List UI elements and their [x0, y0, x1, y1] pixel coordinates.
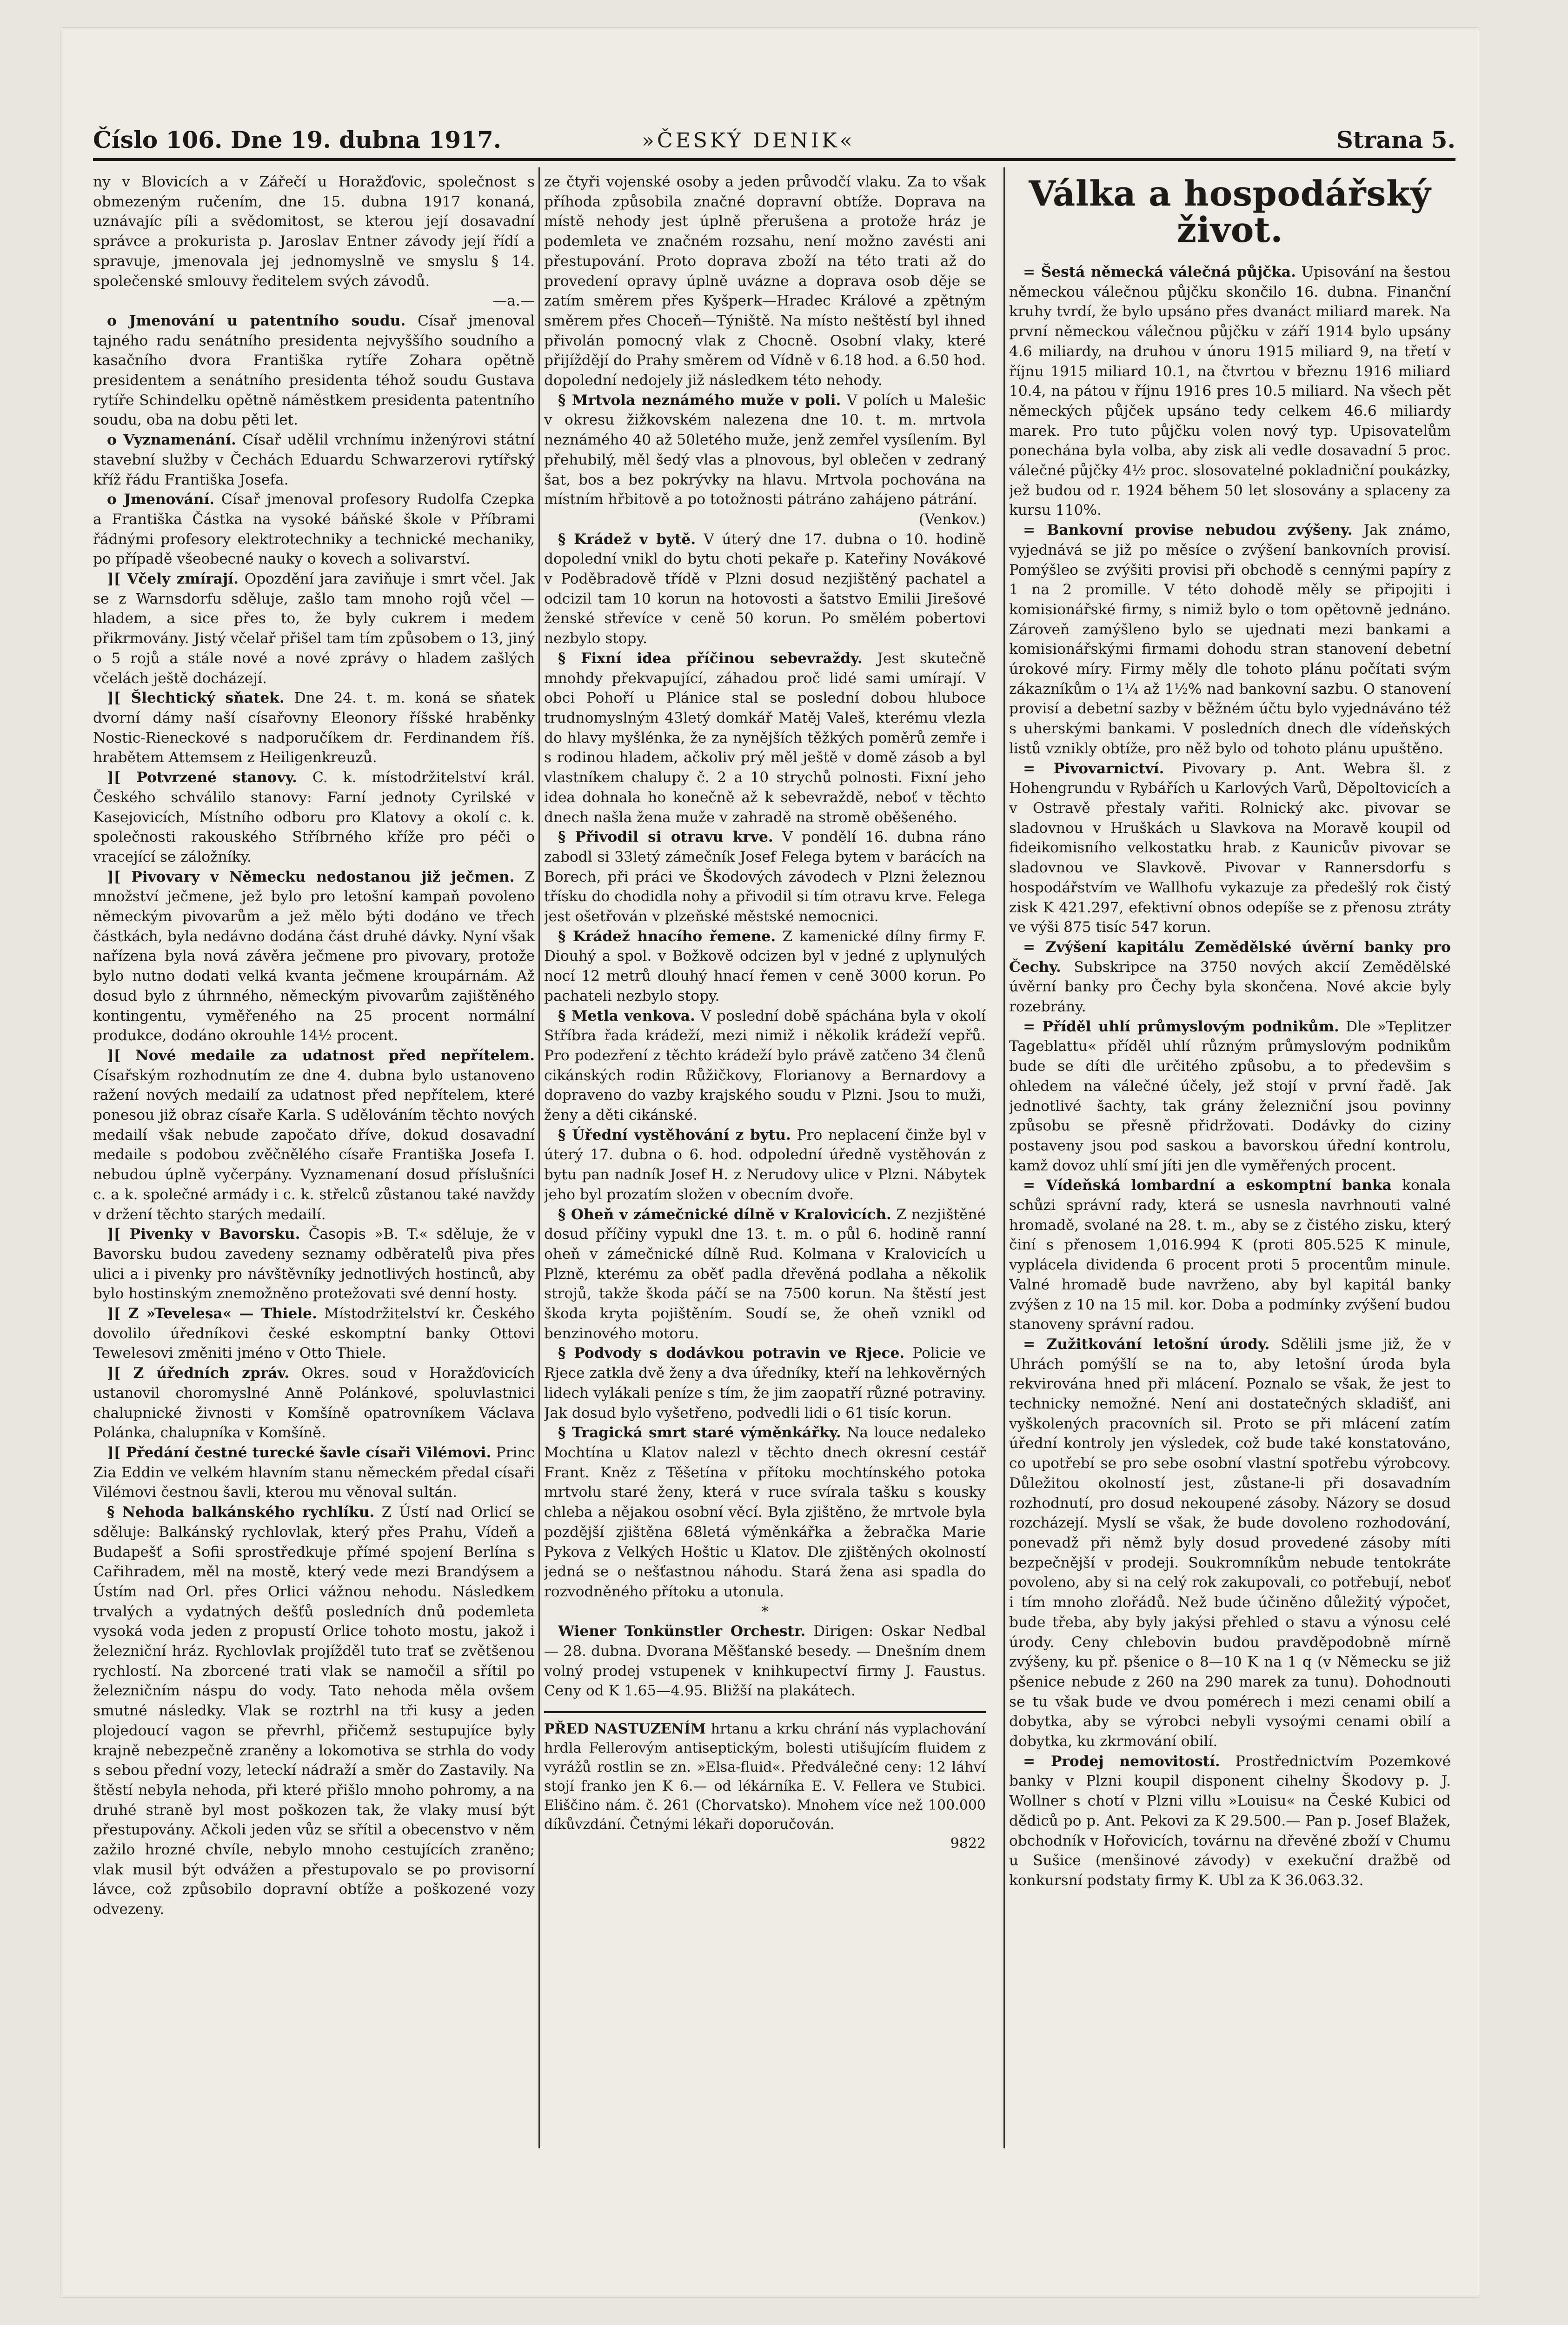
article-heading: ][ Z »Tevelesa« — Thiele. [107, 1305, 317, 1322]
article-heading: = Zvýšení kapitálu Zemědělské úvěrní banky pro Čechy. [1009, 938, 1451, 976]
article-text: Císař jmenoval tajného radu senátního presidenta nejvyššího soudního a kasačního dvora Františka rytíře Zohara opětně presidentem a senátního presidenta téhož soudu Gustava rytíře Schindelku opětně náměstkem presidenta patentního soudu, oba na dobu pěti let. [93, 312, 535, 429]
article-text: Upisování na šestou německou válečnou půjčku skončilo 16. dubna. Finanční kruhy tvrdí, že bylo upsáno přes dvanáct miliard marek. Na první německou válečnou půjčku v září 1914 bylo upsány 4.6 miliardy, na druhou v únoru 1915 miliard 9, na třetí v říjnu 1915 miliard 10.1, na čtvrtou v březnu 1916 miliard 10.4, na pátou v říjnu 1916 pres 10.5 miliard. Na všech pět německých půjček upsáno tedy celkem 46.6 miliardy marek. Pro tuto půjčku volen nový typ. Upisovatelům ponechána byla volba, aby zisk ali vedle dosavadní 5 proc. válečné půjčky 4½ proc. slosovatelné pokladniční poukázky, jež budou od r. 1924 během 50 let slosovány a splaceny za kursu 110%. [1009, 264, 1451, 519]
article-text: Pivovary p. Ant. Webra šl. z Hohengrundu v Rybářích u Karlových Varů, Děpoltovicích a v Ostravě přestaly vařiti. Rolnický akc. pivovar se sladovnou v Hruškách u Slavkova na Moravě koupil od fideikomisního velkostatku hrab. z Kaunicův pivovar se sladovnou ve Slavkově. Pivovar v Rannersdorfu s hospodářstvím ve Wallhofu vykazuje za předešlý rok čistý zisk K 421.297, efektivní obnos odepíše se z přenosu ztráty ve výši 875 tisíc 547 korun. [1009, 760, 1451, 936]
article-text: Jak známo, vyjednává se již po měsíce o zvýšení bankovních provisí. Pomýšleo se zvýšiti provisi při obchodě s cennými papíry z 1 na 2 promille. V této dohodě měly se připojiti i komisionářské firmy, s nimiž bylo o tom opětovně jednáno. Zároveň zamýšleno bylo se ujednati mezi bankami a komisionářskými firmami dohodu stran stanovení debetní úrokové míry. Firmy měly dle tohoto plánu počítati svým zákazníkům o 1¼ až 1½% nad bankovní sazbu. O stanovení provisí a debetní sazby v běžném účtu bylo vyjednáváno též s uherskými bankami. V posledních dnech dle vídeňských listů vznikly obtíže, pro něž bylo od tohoto plánu upuštěno. [1009, 522, 1451, 757]
article [544, 1006, 986, 1125]
article-heading: § Nehoda balkánského rychlíku. [107, 1504, 375, 1521]
article [544, 1343, 986, 1423]
article-heading: = Příděl uhlí průmyslovým podnikům. [1023, 1018, 1339, 1035]
article-text: Na louce nedaleko Mochtína u Klatov nalezl v těchto dnech okresní cestář Frant. Kněz z Těšetína v přítoku mochtínského potoka mrtvolu staré ženy, která v ruce svírala tašku s kousky chleba a nějakou osobní věcí. Byla zjištěno, že mrtvole byla pozdější zjištěna 68letá výměnkářka a žebračka Marie Pykova z Velkých Hoštic u Klatov. Dle zjištěných okolností jedná se o nešťastnou náhodu. Stará žena asi spadla do rozvodněného přítoku a utonula. [544, 1424, 986, 1600]
article [93, 867, 535, 1046]
article-text: V polích u Malešic v okresu žižkovském nalezena dne 10. t. m. mrtvola neznámého 40 až 50letého muže, jenž zemřel vysílením. Byl přehubilý, měl šedý vlas a plnovous, byl oblečen v zedraný šat, bos a bez pokrývky na hlavu. Mrtvola pochována na místním hřbitově a po totožnosti pátráno zahájeno pátrání. [544, 392, 986, 508]
column-3 [1009, 172, 1451, 2134]
article [1009, 759, 1451, 937]
article-text: Subskripce na 3750 nových akcií Zemědělské úvěrní banky pro Čechy byla skončena. Nové akcie byly rozebrány. [1009, 958, 1451, 1016]
article [93, 1443, 535, 1502]
article-heading: o Jmenování u patentního soudu. [107, 312, 406, 329]
article-heading: § Podvody s dodávkou potravin ve Rjece. [558, 1345, 905, 1362]
article-heading: = Šestá německá válečná půjčka. [1023, 264, 1296, 280]
ad-number: 9822 [950, 1835, 986, 1852]
article [93, 1046, 535, 1224]
article [1009, 1752, 1451, 1891]
article-text: Dne 24. t. m. koná se sňatek dvorní dámy naší císařovny Eleonory říšské hraběnky Nostic-Rieneckové s nadporučíkem dr. Ferdinandem říš. hrabětem Attemsem z Heiligenkreuzů. [93, 690, 535, 766]
article-text: ny v Blovicích a v Zářečí u Horažďovic, společnost s obmezeným ručením, dne 15. dubna 1917 konaná, uznávajíc píli a svědomitost, se kterou její dosavadní správce a prokurista p. Jaroslav Entner závody její řídí a spravuje, jmenovala jej jednomyslně ve smyslu § 14. společenské smlouvy ředitelem svých závodů. [93, 173, 535, 290]
separator-star: * [761, 1603, 769, 1620]
article [93, 569, 535, 688]
article-text: Z kamenické dílny firmy F. Diouhý a spol. v Božkově odcizen byl v jedné z uplynulých nocí 12 metrů dlouhý hnací řemen v ceně 3000 korun. Po pachateli nezbylo stopy. [544, 928, 986, 1004]
article-heading: ][ Potvrzené stanovy. [107, 769, 298, 786]
article-text: Pro neplacení činže byl v úterý 17. dubna o 6. hod. odpolední úředně vystěhován z bytu pan nadník Josef H. z Nerudovy ulice v Plzni. Nábytek jeho byl prozatím složen v obecním dvoře. [544, 1126, 986, 1203]
article-heading: = Bankovní provise nebudou zvýšeny. [1023, 522, 1353, 539]
article-text: V poslední době spáchána byla v okolí Stříbra řada krádeží, mezi nimiž i několik krádeží vepřů. Pro podezření z těchto krádeží bylo právě zatčeno 34 členů cikánských rodin Růžičkovy, Florianovy a Bernardovy a dopraveno do vazby krajského soudu v Plzni. Jsou to muži, ženy a děti cikánské. [544, 1007, 986, 1124]
article-text: Policie ve Rjece zatkla dvě ženy a dva úředníky, kteří na lehkověrných lidech vylákali peníze s tím, že jim zaopatří různé potraviny. Jak dosud bylo vyšetřeno, podvedli lidi o 61 tisíc korun. [544, 1345, 986, 1422]
article-signature: —a.— [492, 292, 535, 310]
article-heading: § Fixní idea příčinou sebevraždy. [558, 650, 863, 667]
article-text: Prostřednictvím Pozemkové banky v Plzni koupil disponent cihelny Škodovy p. J. Wollner s chotí v Plzni villu »Louisu« na České Kubici od dědiců po p. Ant. Pekovi za K 29.500.— Pan p. Josef Blažek, obchodník v Hořovicích, továrnu na dřevěné zboží v Chumu u Sušice (menšinové závody) v exekuční dražbě od konkursní podstaty firmy K. Ubl za K 36.063.32. [1009, 1753, 1451, 1889]
article-text: Jest skutečně mnohdy překvapující, záhadou proč lidé sami umírají. V obci Pohoří u Plánice stal se poslední dobou hluboce trudnomyslným 43letý domkář Matěj Valeš, kterému vlezla do hlavy myšlénka, že za nynějších těžkých poměrů zemře i s rodinou hladem, ačkoliv prý měl ještě v domě zásob a byl vlastníkem chalupy č. 2 a 10 strychů polnosti. Fixní jeho idea dohnala ho konečně až k sebevraždě, neboť v těchto dnech našla žena muže v zahradě na stromě oběšeného. [544, 650, 986, 826]
article-text: C. k. místodržitelství král. Českého schválilo stanovy: Farní jednoty Cyrilské v Kasejovicích, Místního odboru pro Klatovy a okolí c. k. společnosti rakouského Stříbrného kříže pro péči o vracející se záložníky. [93, 769, 535, 865]
article-text: Opozdění jara zaviňuje i smrt včel. Jak se z Warnsdorfu sděluje, zašlo tam mnoho rojů včel — hladem, a sice přes to, že byly cukrem i medem přikrmovány. Jistý včelař přišel tam tím způsobem o 13, jiný o 5 rojů a stále nové a nové zprávy o hladem zašlých včelách ještě docházejí. [93, 571, 535, 687]
article [544, 1125, 986, 1205]
article-heading: o Vyznamenání. [107, 432, 236, 449]
article [93, 430, 535, 490]
article [93, 1304, 535, 1363]
concert-text: Dirigen: Oskar Nedbal — 28. dubna. Dvorana Měšťanské besedy. — Dnešním dnem volný prodej vstupenek v knihkupectví firmy J. Faustus. Ceny od K 1.65—4.95. Bližší na plakátech. [544, 1623, 986, 1700]
article [93, 490, 535, 569]
article [93, 311, 535, 430]
article [1009, 1176, 1451, 1335]
article [544, 649, 986, 827]
article-heading: § Přivodil si otravu krve. [558, 829, 773, 846]
article-heading: ][ Nové medaile za udatnost před nepřítelem. [107, 1047, 535, 1064]
article-heading: ][ Šlechtický sňatek. [107, 690, 285, 707]
article-heading: = Prodej nemovitostí. [1023, 1753, 1220, 1770]
article [544, 1423, 986, 1601]
article-text: konala schůzi správní rady, která se usnesla navrhnouti valné hromadě, svolané na 28. t. m., aby se z čistého zisku, který činí s přenosem 1,016.994 K (proti 805.525 K minule, vyplácela dividenda 6 procent proti 5 procentům minule. Valné hromadě bude navrženo, aby byl kapitál banky zvýšen z 10 na 15 mil. kor. Doba a podmínky zvýšení budou stanoveny správní radou. [1009, 1177, 1451, 1333]
article-text: ze čtyři vojenské osoby a jeden průvodčí vlaku. Za to však příhoda způsobila značné dopravní obtíže. Doprava na místě nehody jest úplně přerušena a protože hráz je podemleta ve značném rozsahu, není možno zavésti ani přestupování. Proto doprava zboží na této trati až do provedení opravy úplně uvázne a doprava osob děje se zatím směrem přes Kyšperk—Hradec Králové a zpětným směrem přes Choceň—Týniště. Na místo neštěstí byl ihned přivolán pomocný vlak z Chocně. Osobní vlaky, které přijíždějí do Prahy směrem od Vídně v 6.18 hod. a 6.50 hod. dopolední nedojely již následkem této nehody. [544, 173, 986, 389]
article [1009, 1335, 1451, 1752]
article [93, 1224, 535, 1304]
article-text: Sdělili jsme již, že v Uhrách pomýšlí se na to, aby letošní úroda byla rekvirována hned při mlácení. Poznalo se však, že jest to technicky nemožné. Není ani dostatečných skladišť, ani vyškolených pracovních sil. Proto se při mlácení zatím úřední kontroly jen výsledek, což bude také konstatováno, co upotřebí se pro sebe osobní vlastní spotřebu výrobcovy. Důležitou okolností jest, zůstane-li při dosavadním rozhodnutí, pro dosud nekoupené zásoby. Názory se dosud rozcházejí. Myslí se však, že bude dovoleno rozhodování, ponevadž při němž byly dosud provedené zásoby míti bezpečnější v prodeji. Soukromníkům nebude tentokráte povoleno, aby si na celý rok zakupovali, co potřebují, neboť i tím mnoho zlořádů. Než bude účiněno důležitý výpočet, bude třeba, aby byly jakýsi přehled o stavu a výnosu celé úrody. Ceny chlebovin budou pravděpodobně mírně zvýšeny, ku př. pšenice o 8—10 K na 1 q (v Německu se již pšenice nebude z 260 na 290 marek za tunu). Dohodnouti se tu však bude ve dvou pomérech i mezi cenami obilí a dobytka, aby se výrobci nebyli vysoými cenami obilí a dobytka, ku zkrmování obilí. [1009, 1335, 1451, 1750]
article [544, 530, 986, 649]
article [1009, 937, 1451, 1017]
article [1009, 520, 1451, 758]
article-heading: § Oheň v zámečnické dílně v Kralovicích. [558, 1206, 891, 1223]
article-text: Časopis »B. T.« sděluje, že v Bavorsku budou zavedeny seznamy odběratelů piva přes ulici a i pivenky pro návštěvníky jednotlivých hostinců, aby bylo hostinským znemožněno protežovati své denní hosty. [93, 1226, 535, 1302]
article-heading: § Tragická smrt staré výměnkářky. [558, 1424, 841, 1442]
section-title: Válka a hospodářský život. [1029, 174, 1431, 250]
article [544, 827, 986, 927]
article [93, 688, 535, 768]
masthead [93, 116, 1455, 161]
concert-notice [544, 1621, 986, 1701]
column-1 [93, 172, 535, 2134]
article-heading: = Zužitkování letošní úrody. [1023, 1335, 1270, 1353]
article [93, 768, 535, 867]
article-text: Císař jmenoval profesory Rudolfa Czepka a Františka Částka na vysoké báňské škole v Příbrami řádnými profesory elektrotechniky a technické mechaniky, po případě všeobecné nauky o kovech a solivarství. [93, 491, 535, 568]
concert-heading: Wiener Tonkünstler Orchestr. [558, 1623, 806, 1640]
article [544, 927, 986, 1006]
ad-heading: PŘED NASTUZENÍM [544, 1721, 706, 1738]
article [93, 1363, 535, 1443]
column-rule [1003, 167, 1005, 2148]
article-text: Z Ústí nad Orlicí se sděluje: Balkánský rychlovlak, který přes Prahu, Vídeň a Budapešť a Sofii sprostředkuje přímé spojení Berlína s Cařihradem, měl na mostě, který vede mezi Brandýsem a Ústím nad Orl. přes Orlici vážnou nehodu. Následkem trvalých a vydatných dešťů posledních dnů podemleta vysoká voda jeden z propustí Orlice tohoto mostu, jakož i železniční hráz. Rychlovlak projížděl tuto trať se zvětšenou rychlostí. Na zborcené trati vlak se namočil a sřítil po železničním náspu do vody. Tato nehoda měla ovšem smutné následky. Vlak se roztrhl na tři kusy a jeden plojedoucí vagon se převrhl, přičemž sestupujíce byly krajně nebezpečně zraněny a lokomotiva se strhla do vody s sebou přední vozy, leteckí nádraží a směr do Zastavily. Na štěstí nebyla nehoda, při které přišlo mnoho pohromy, a na druhé straně byl most poškozen tak, že vlaky musí být přestupovány. Ačkoli jeden vůz se sřítil a obecenstvo v něm zažilo hrozné chvíle, nebylo mnoho cestujících zraněno; vlak musil být odvážen a přestupovalo se po provisorní lávce, což způsobilo dopravní obtíže a poškozené vozy odvezeny. [93, 1504, 535, 1918]
article-text: Místodržitelství kr. Českého dovolilo úředníkovi české eskomptní banky Ottovi Tewelesovi změniti jméno v Otto Thiele. [93, 1305, 535, 1362]
article-text: Z nezjištěné dosud příčiny vypukl dne 13. t. m. o půl 6. hodině ranní oheň v zámečnické dílně Rud. Kolmana v Kralovicích u Plzně, kterému za oběť padla dřevěná podlaha a několik strojů, takže škoda páčí se na 7500 korun. Na štěstí jest škoda kryta pojištěním. Soudí se, že oheň vznikl od benzinového motoru. [544, 1206, 986, 1342]
advertisement [544, 1711, 986, 1853]
article [1009, 262, 1451, 520]
article-heading: ][ Pivenky v Bavorsku. [107, 1226, 300, 1243]
article [544, 1205, 986, 1344]
article-text: Z množství ječmene, jež bylo pro letošní kampaň povoleno německým pivovarům a jež mělo býti dodáno ve třech částkách, byla nedávno dodána část druhé dávky. Nyní však nařízena byla nová závěra ječmene pro pivovary, protože bylo nutno dodati velká kvanta ječmene kroupárnám. Až dosud bylo z úhrnného, německým pivovarům zajištěného kontingentu, vyměřeného na 25 procent normální produkce, dodáno okrouhle 14½ procent. [93, 868, 535, 1044]
article-heading: = Vídeňská lombardní a eskomptní banka [1023, 1177, 1392, 1194]
article-text: Okres. soud v Horažďovicích ustanovil choromyslné Anně Polánkové, spoluvlastnici chalupnické živnosti v Komšíně opatrovníkem Václava Polánka, chalupníka v Komšíně. [93, 1365, 535, 1442]
article-heading: = Pivovarnictví. [1023, 760, 1164, 777]
article-heading: ][ Pivovary v Německu nedostanou již ječmen. [107, 868, 515, 885]
article-heading: ][ Včely zmírají. [107, 571, 239, 588]
issue-date: Číslo 106. Dne 19. dubna 1917. [93, 126, 502, 153]
article-text: V pondělí 16. dubna ráno zabodl si 33letý zámečník Josef Felega bytem v barácích na Borech, při práci ve Škodových závodech v Plzni železnou třísku do chodidla nohy a přivodil si tím otravu krve. Felega jest ošetřován v plzeňské městské nemocnici. [544, 829, 986, 925]
column-2 [544, 172, 986, 2134]
article [93, 1502, 535, 1920]
article-heading: § Úřední vystěhování z bytu. [558, 1126, 791, 1143]
newspaper-title: »ČESKÝ DENIK« [642, 129, 855, 153]
article-text: V úterý dne 17. dubna o 10. hodině dopolední vnikl do bytu choti pekaře p. Kateřiny Novákové v Poděbradově třídě v Plzni dosud nezjištěný pachatel a odcizil tam 10 korun na hotovosti a šatstvo Emilii Jirešové ženské střevíce v ceně 50 korun. Po smělém pobertovi nezbylo stopy. [544, 531, 986, 647]
article-heading: ][ Z úředních zpráv. [107, 1365, 290, 1382]
article-heading: § Metla venkova. [558, 1007, 695, 1024]
article-text: Císař udělil vrchnímu inženýrovi státní stavební služby v Čechách Eduardu Schwarzerovi rytířský kříž řádu Františka Josefa. [93, 432, 535, 488]
article-heading: § Mrtvola neznámého muže v poli. [558, 392, 841, 409]
article-heading: § Krádež hnacího řemene. [558, 928, 776, 945]
article-text: Císařským rozhodnutím ze dne 4. dubna bylo ustanoveno ražení nových medailí za udatnost před nepřítelem, které ponesou již obraz císaře Karla. S udělováním těchto nových medailí však nebude započato dříve, dokud dosavadní medaile s podobou zvěčnělého císaře Františka Josefa I. nebudou úplně vyčerpány. Vyznamenaní dosud příslušníci c. a k. společné armády i c. k. střelců zůstanou také navždy v držení těchto starých medailí. [93, 1067, 535, 1223]
article-text: Princ Zia Eddin ve velkém hlavním stanu německém předal císaři Vilémovi čestnou šavli, kterou mu věnoval sultán. [93, 1444, 535, 1501]
column-rule [538, 167, 540, 2148]
page-number: Strana 5. [1336, 126, 1455, 153]
ad-text: hrtanu a krku chrání nás vyplachování hrdla Fellerovým antiseptickým, bolesti utišujícím fluidem z vyrážů rostlin se zn. »Elsa-fluid«. Předválečné ceny: 12 láhví stojí franko jen K 6.— od lékárníka E. V. Fellera ve Stubici. Eliščino nám. č. 261 (Chorvatsko). Mnohem více než 100.000 díkůvzdání. Četnými lékaři doporučován. [544, 1721, 986, 1833]
article [544, 391, 986, 510]
article-signature: (Venkov.) [918, 511, 986, 528]
article-heading: § Krádež v bytě. [558, 531, 696, 548]
article-text: Dle »Teplitzer Tageblattu« příděl uhlí různým průmyslovým podnikům bude se díti dle určitého způsobu, a to předevšim s ohledem na válečné účely, jež stojí v první řadě. Jak jednotlivé šachty, tak grány železniční jsou povinny způsobu se přesně přidržovati. Dodávky do ciziny postaveny jsou pod saskou a bavorskou úřední kontrolu, kamž dovoz uhlí smí jíti jen dle vyměřených procent. [1009, 1018, 1451, 1174]
article-heading: o Jmenování. [107, 491, 215, 508]
article-heading: ][ Předání čestné turecké šavle císaři Vilémovi. [107, 1444, 492, 1461]
article [1009, 1017, 1451, 1176]
